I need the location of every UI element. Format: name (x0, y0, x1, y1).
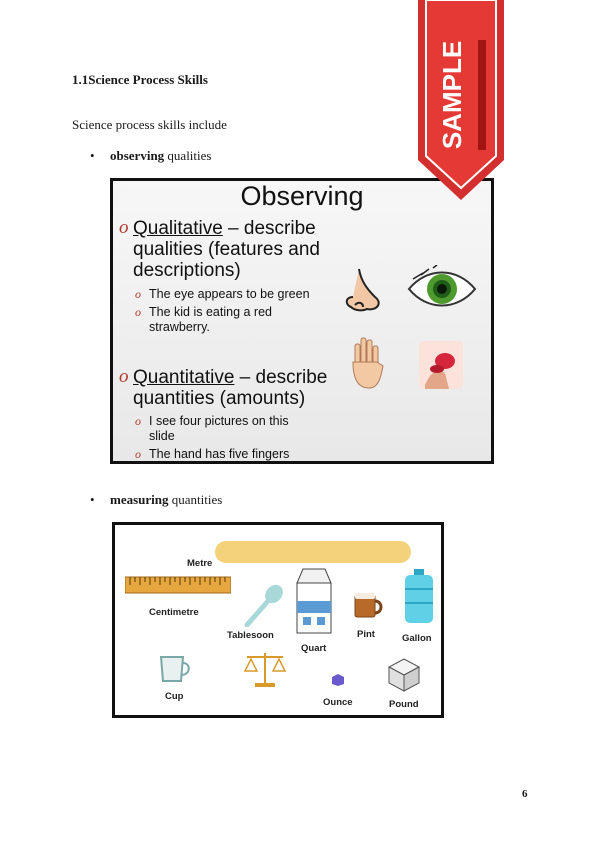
balance-scale-icon (243, 649, 287, 689)
qualitative-heading (133, 218, 316, 239)
slide-marker: o (135, 305, 141, 319)
bullet-dot: • (90, 148, 95, 163)
label-ounce: Ounce (323, 697, 353, 708)
eye-icon (407, 265, 477, 313)
milk-carton-icon (295, 567, 333, 635)
label-pint: Pint (357, 629, 375, 640)
bullet-bold: observing (110, 148, 165, 163)
qualitative-term: Qualitative (133, 218, 223, 239)
pint-mug-icon (353, 589, 383, 619)
slide-marker: o (135, 414, 141, 428)
slide-marker: o (135, 287, 141, 301)
measuring-slide-image (112, 522, 444, 718)
bullet-observing (90, 148, 211, 164)
bullet-text: qualities (164, 148, 212, 163)
label-gallon: Gallon (402, 633, 432, 644)
bullet-text: quantities (168, 492, 223, 507)
label-cup: Cup (165, 691, 184, 702)
slide-marker: o (135, 447, 141, 461)
intro-text: Science process skills include (72, 117, 227, 132)
qualitative-line1: – describe (222, 218, 316, 239)
quant-point-2: slide (149, 429, 175, 443)
sample-text: SAMPLE (437, 40, 467, 150)
slide-marker: o (119, 217, 129, 238)
bullet-dot: • (90, 492, 95, 507)
quant-point-1: I see four pictures on this (149, 414, 289, 428)
label-pound: Pound (389, 699, 419, 710)
cup-icon (159, 653, 193, 685)
section-heading: 1.1Science Process Skills (72, 72, 208, 87)
bullet-measuring (90, 492, 222, 508)
qual-point-2: The kid is eating a red (149, 305, 272, 319)
strawberry-photo (419, 341, 463, 389)
quantitative-line1: – describe (234, 367, 328, 388)
quantitative-line2: quantities (amounts) (133, 388, 306, 409)
ruler-icon (125, 575, 231, 595)
sample-watermark-ribbon (418, 0, 504, 200)
nose-icon (341, 267, 385, 313)
label-centimetre: Centimetre (149, 607, 199, 618)
quantitative-term: Quantitative (133, 367, 235, 388)
qualitative-line3: descriptions) (133, 260, 241, 281)
page-number: 6 (522, 788, 528, 800)
label-metre: Metre (187, 558, 213, 569)
quantitative-heading (133, 367, 327, 388)
pound-cube-icon (387, 657, 421, 693)
label-quart: Quart (301, 643, 327, 654)
slide-marker: o (119, 366, 129, 387)
quant-point-3: The hand has five fingers (149, 447, 290, 461)
qual-point-3: strawberry. (149, 320, 210, 334)
label-tablespoon: Tablesoon (227, 630, 274, 641)
qual-point-1: The eye appears to be green (149, 287, 310, 301)
strawberry-icon (419, 341, 463, 389)
spoon-icon (243, 583, 285, 627)
gallon-jug-icon (403, 569, 435, 625)
bullet-bold: measuring (110, 492, 169, 507)
metre-stick-icon (215, 541, 411, 563)
ounce-cube-icon (331, 673, 345, 687)
hand-icon (349, 336, 385, 390)
slide-title: Observing (240, 181, 364, 211)
qualitative-line2: qualities (features and (133, 239, 320, 260)
observing-slide-image (110, 178, 494, 464)
